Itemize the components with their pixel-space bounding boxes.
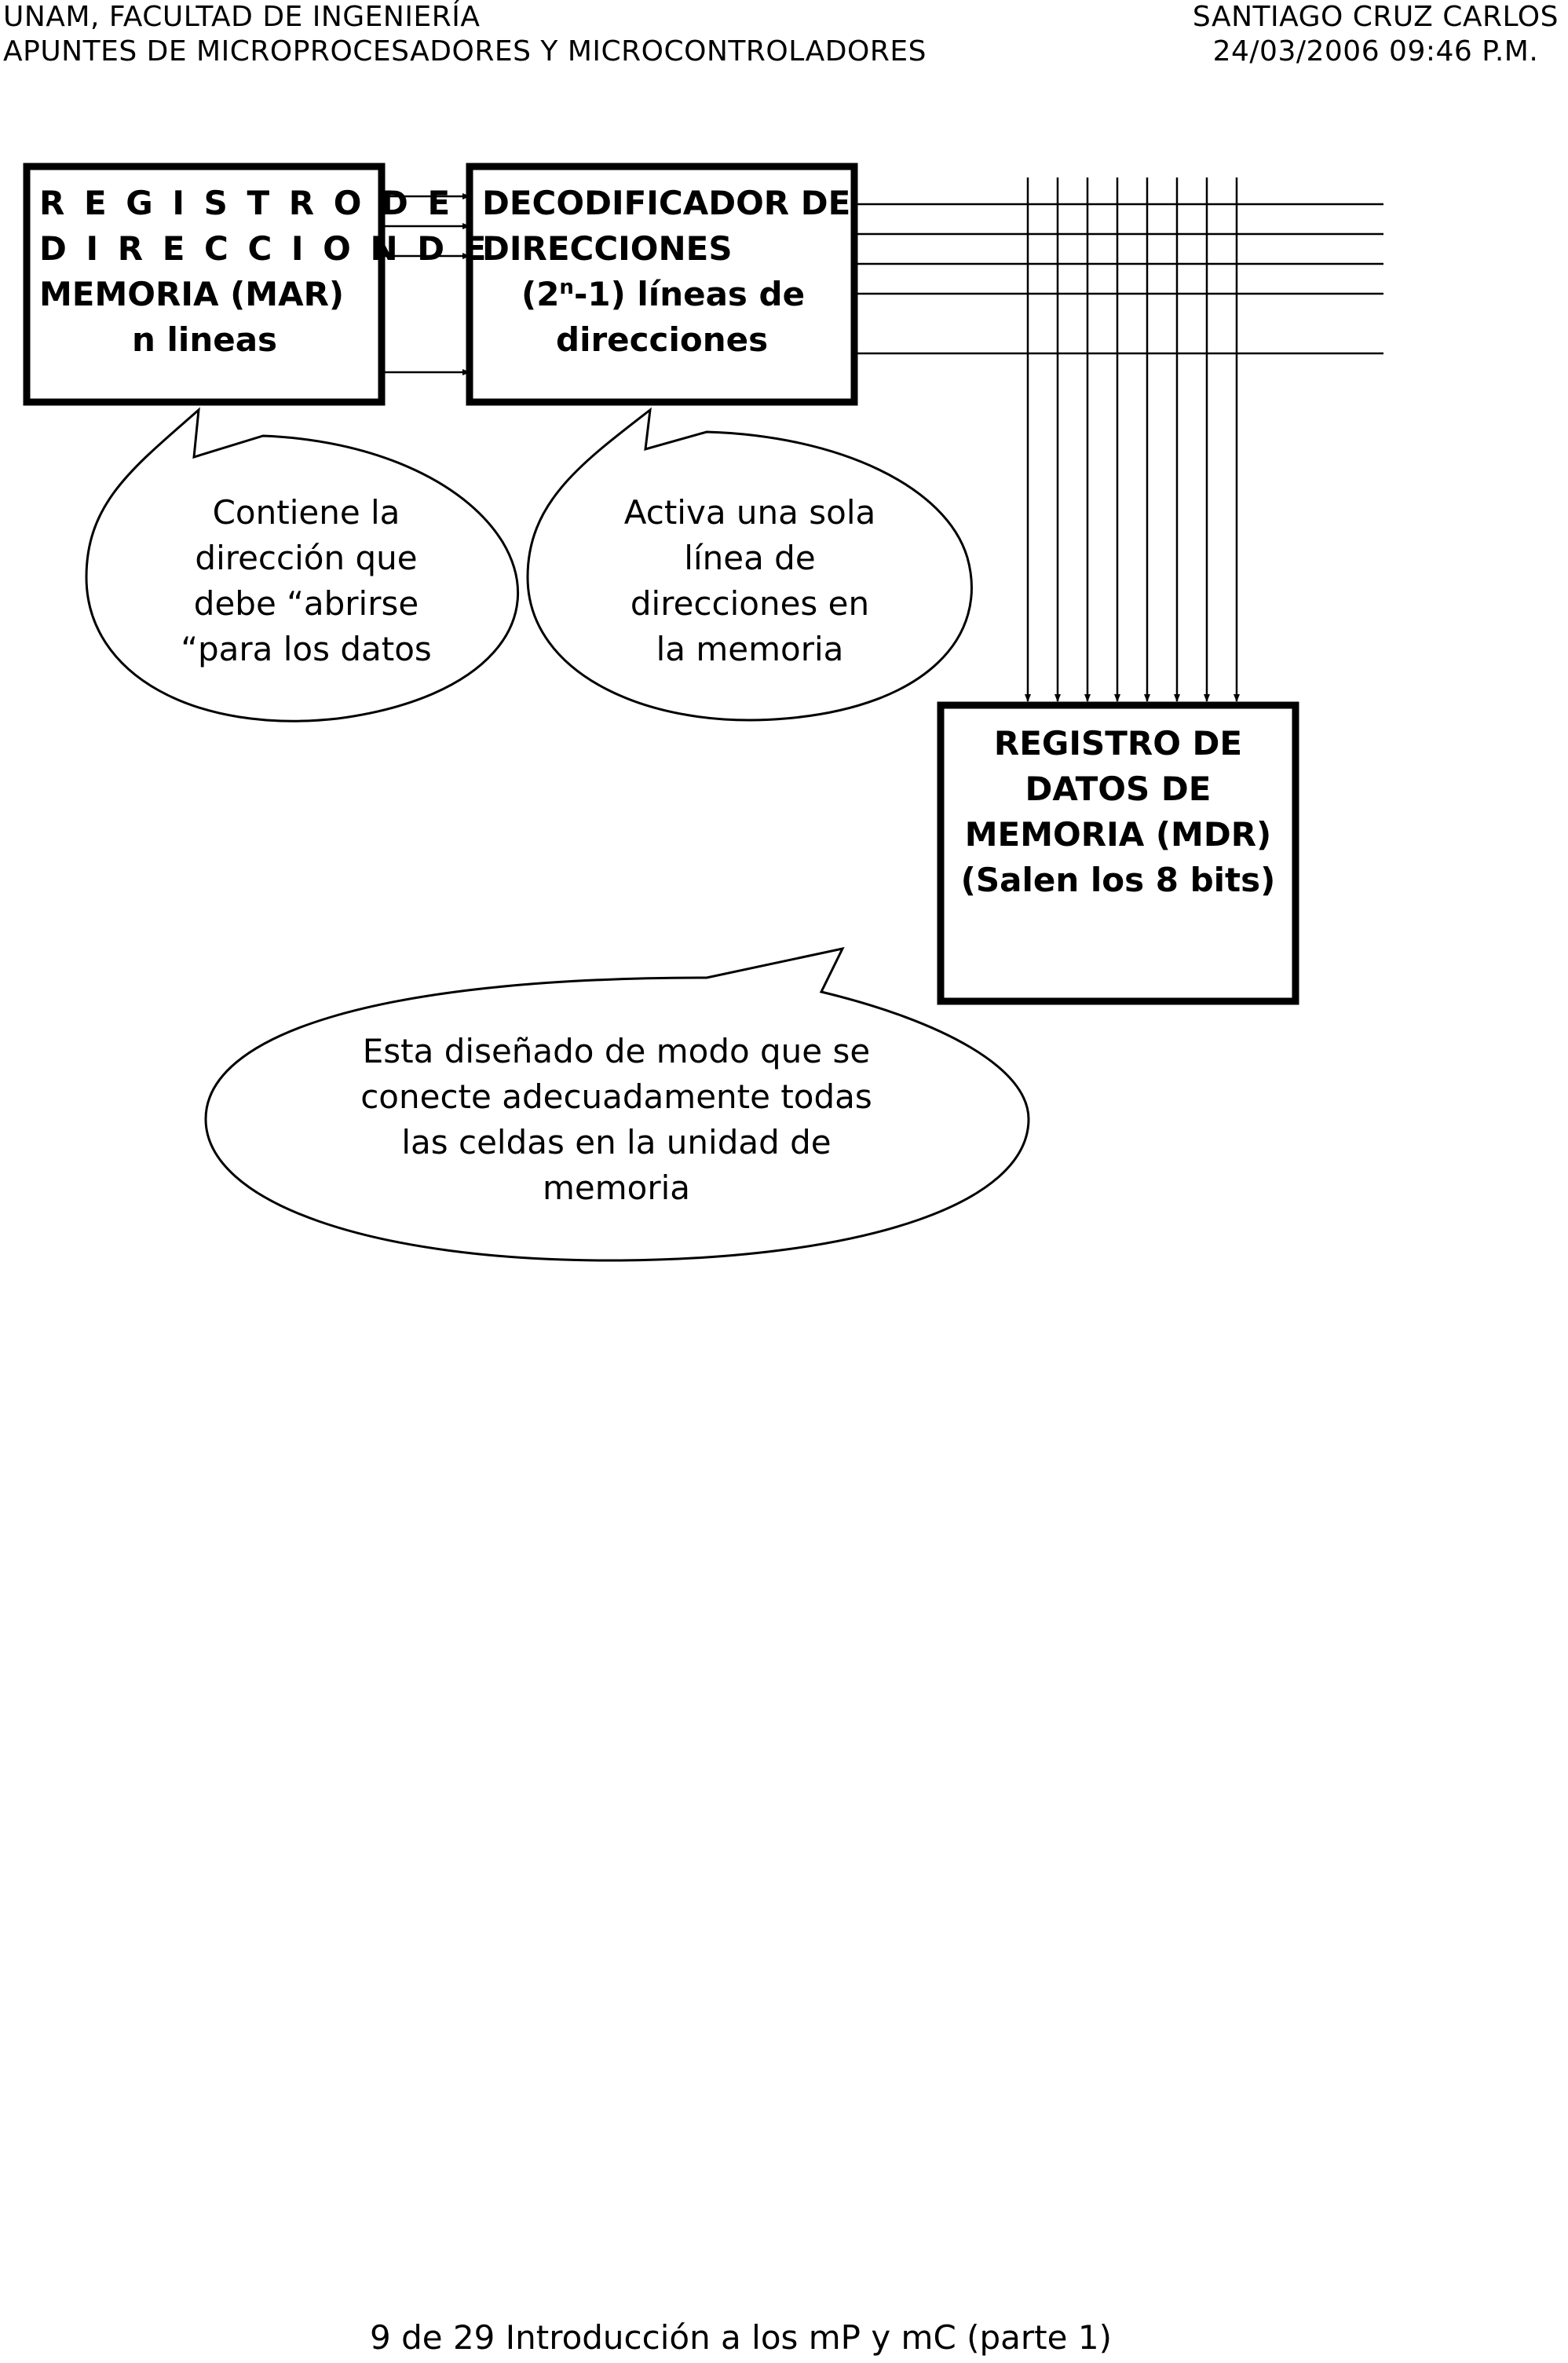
decoder-label-line4: direcciones [556, 320, 769, 359]
decoder-box-label [482, 181, 850, 363]
data-bus-lines [1028, 177, 1237, 701]
mar-callout-line: dirección que [195, 539, 418, 577]
memory-callout-line: las celdas en la unidad de [401, 1123, 832, 1161]
decoder-callout-text [589, 490, 911, 672]
mdr-label-line1: REGISTRO DE [993, 724, 1243, 763]
mar-label-line2: D I R E C C I O N D E [39, 229, 491, 268]
decoder-label-line3 [482, 272, 850, 317]
memory-callout-text [291, 1029, 942, 1211]
course-title: APUNTES DE MICROPROCESADORES Y MICROCONTROLADORES [3, 35, 927, 68]
page-footer [0, 2318, 1568, 2358]
decoder-callout-line: la memoria [656, 630, 844, 668]
mar-callout-line: Contiene la [212, 493, 400, 532]
decoder-label-line1: DECODIFICADOR DE [482, 184, 851, 222]
decoder-callout-line: Activa una sola [623, 493, 876, 532]
timestamp: 24/03/2006 09:46 P.M. [1212, 35, 1539, 68]
institution-title: UNAM, FACULTAD DE INGENIERÍA [3, 1, 481, 33]
mar-callout-line: “para los datos [181, 630, 432, 668]
decoder-label-line2: DIRECCIONES [482, 229, 733, 268]
mar-callout-text [149, 490, 463, 672]
mar-box-label [39, 181, 490, 363]
mdr-label-line3: MEMORIA (MDR) [964, 815, 1272, 854]
mdr-label-line2: DATOS DE [1025, 770, 1212, 808]
mar-label-line3: MEMORIA (MAR) [39, 275, 345, 313]
decoder-label-line3-suffix: -1) líneas de [573, 275, 806, 313]
page-footer-text: 9 de 29 Introducción a los mP y mC (parte 1) [370, 2318, 1112, 2357]
mdr-box-label [941, 721, 1296, 903]
decoder-label-line3-prefix: (2 [521, 275, 560, 313]
mdr-label-line4: (Salen los 8 bits) [960, 861, 1276, 899]
decoder-label-line3-sup: n [559, 276, 574, 299]
mar-callout-line: debe “abrirse [193, 584, 419, 623]
decoder-output-lines [857, 204, 1383, 353]
decoder-callout-line: línea de [684, 539, 816, 577]
mar-label-line4: n lineas [132, 320, 278, 359]
memory-callout-line: Esta diseñado de modo que se [362, 1032, 871, 1070]
author-name: SANTIAGO CRUZ CARLOS [1192, 1, 1559, 33]
mar-label-line1: R E G I S T R O D E [39, 184, 455, 222]
memory-callout-line: memoria [542, 1169, 691, 1207]
memory-callout-line: conecte adecuadamente todas [360, 1077, 872, 1116]
decoder-callout-line: direcciones en [630, 584, 870, 623]
